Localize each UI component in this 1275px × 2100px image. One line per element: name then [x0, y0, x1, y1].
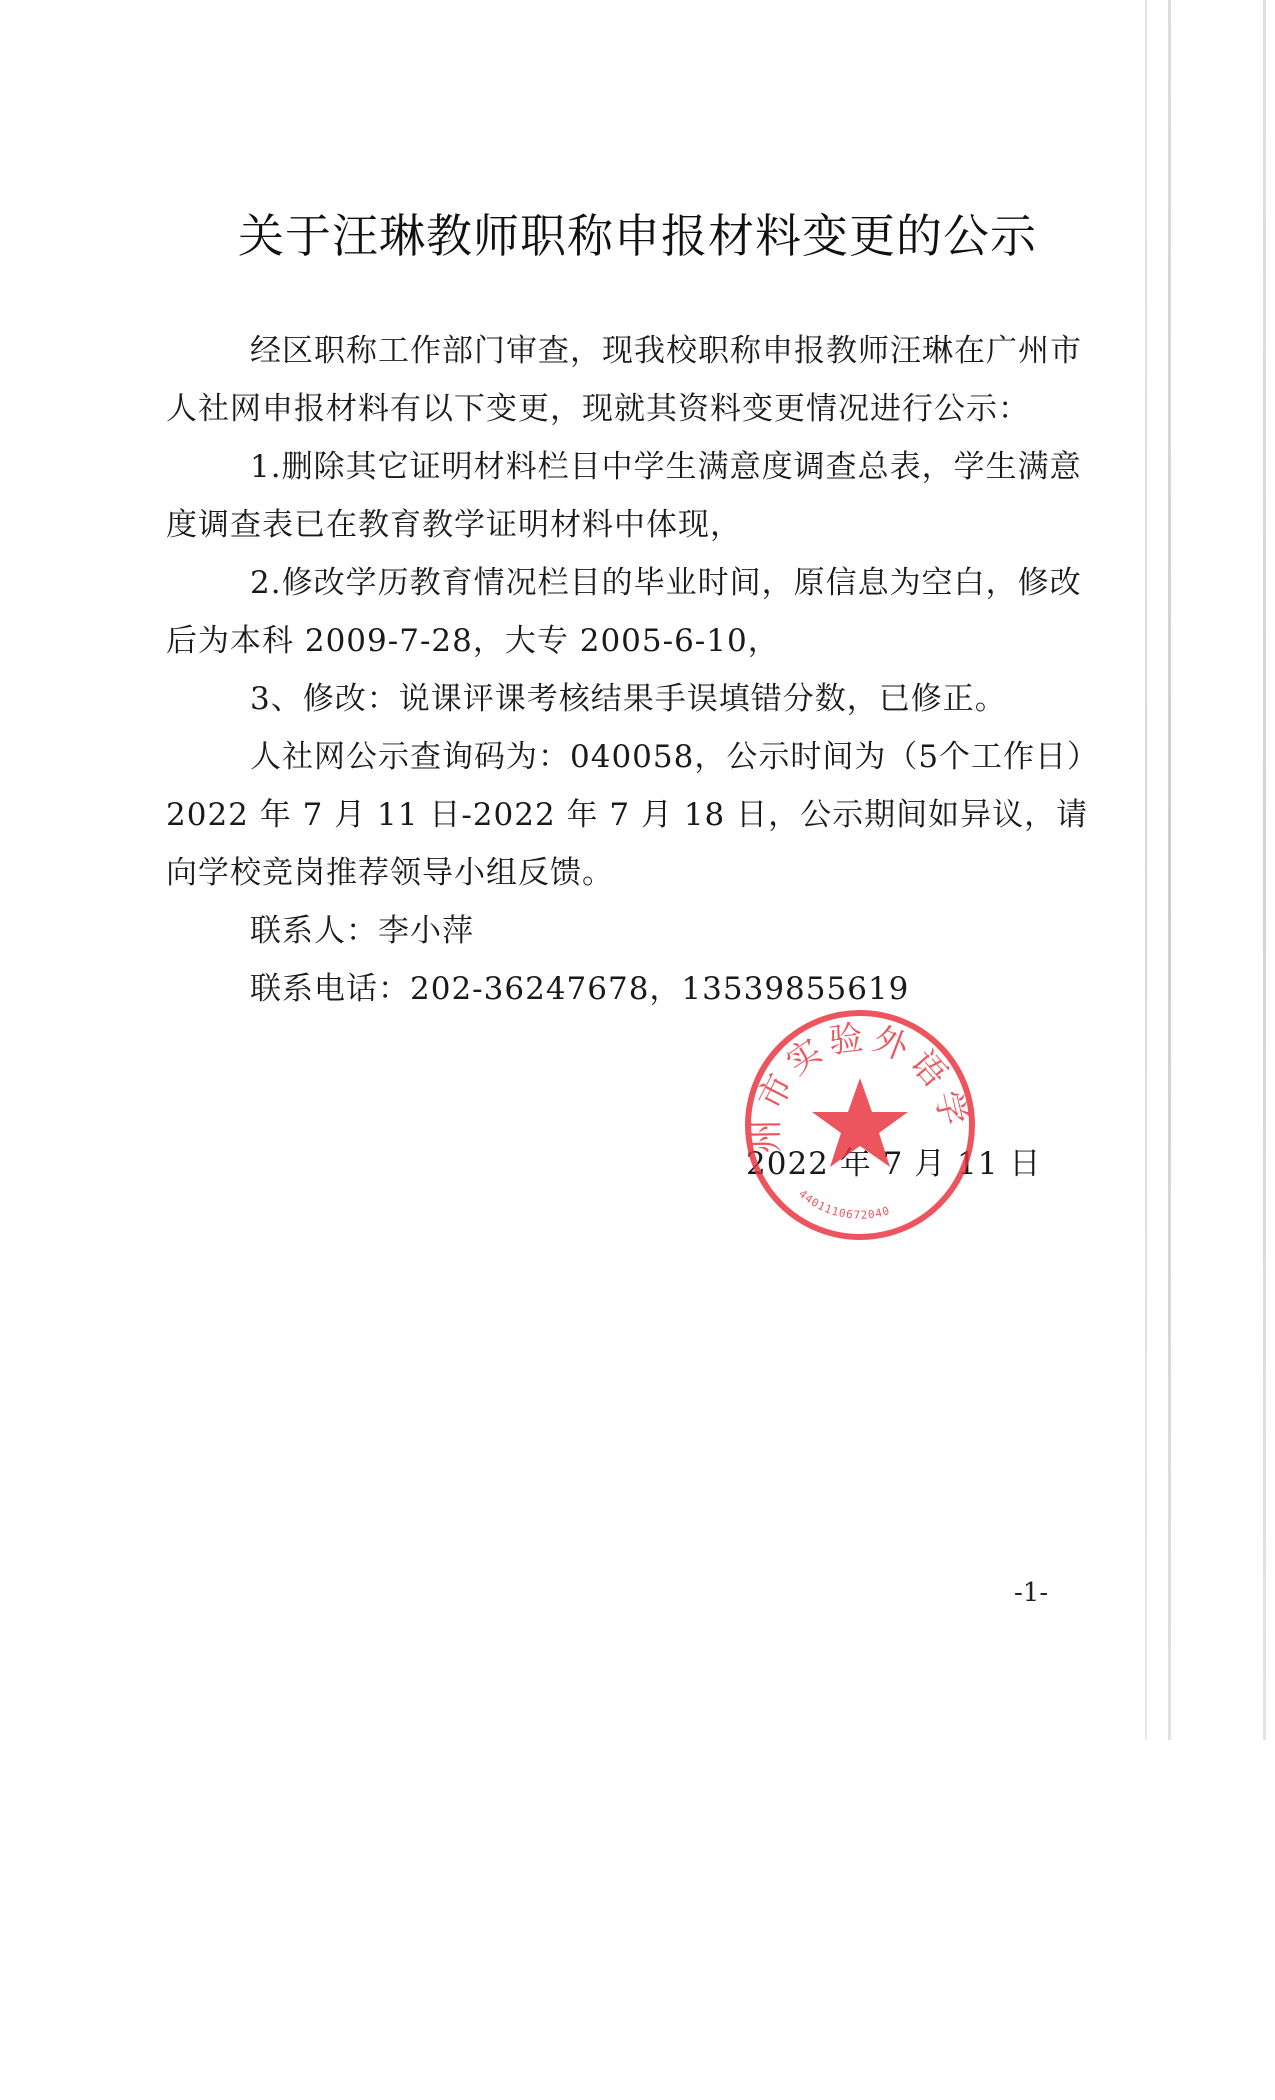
paragraph-notice-period: 人社网公示查询码为：040058，公示时间为（5个工作日）2022 年 7 月 11 日-2022 年 7 月 18 日，公示期间如异议，请向学校竞岗推荐领导小组反馈。 — [166, 739, 1100, 891]
paragraph-item-2: 2.修改学历教育情况栏目的毕业时间，原信息为空白，修改后为本科 2009-7-28，大专 2005-6-10， — [166, 565, 1082, 659]
paragraph-item-1: 1.删除其它证明材料栏目中学生满意度调查总表，学生满意度调查表已在教育教学证明材料中体现， — [166, 449, 1082, 543]
paragraph-item-3: 3、修改：说课评课考核结果手误填错分数，已修正。 — [250, 681, 1007, 717]
paragraph-intro: 经区职称工作部门审查，现我校职称申报教师汪琳在广州市人社网申报材料有以下变更，现就其资料变更情况进行公示： — [166, 333, 1082, 427]
contact-phone: 联系电话：202-36247678，13539855619 — [250, 971, 910, 1007]
document-title: 关于汪琳教师职称申报材料变更的公示 — [238, 209, 1037, 263]
star-icon — [812, 1078, 908, 1167]
seal-text: 州市实验外语学 — [746, 1017, 975, 1154]
contact-person: 联系人：李小萍 — [250, 913, 474, 949]
document-date: 2022 年 7 月 11 日 — [746, 1146, 1042, 1182]
official-seal — [735, 1000, 985, 1250]
page-number: -1- — [1014, 1578, 1049, 1608]
seal-serial: 4401110672040 — [796, 1187, 892, 1222]
document-body — [166, 322, 1106, 1018]
